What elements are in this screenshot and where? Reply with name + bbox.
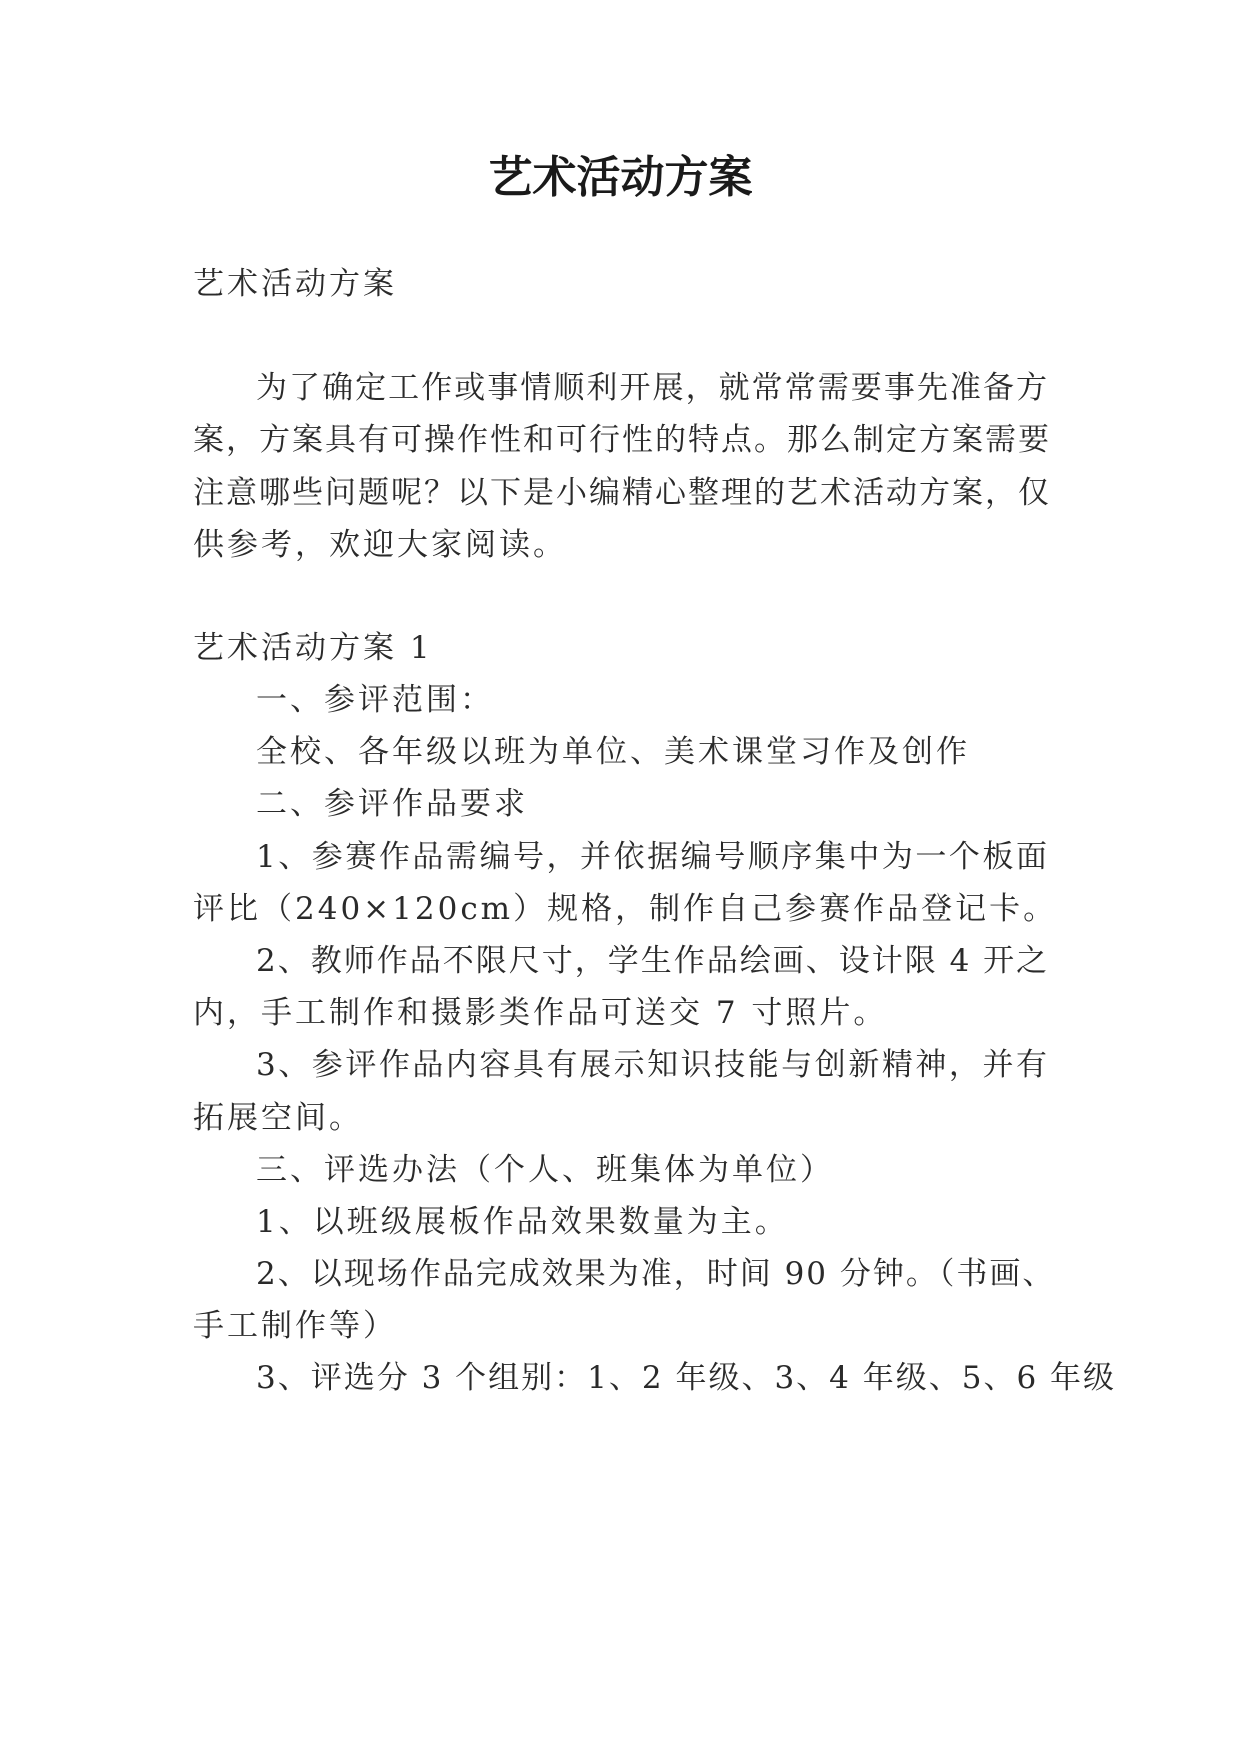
body-line: 一、参评范围：: [256, 682, 494, 718]
body-line: 2、教师作品不限尺寸，学生作品绘画、设计限 4 开之: [256, 943, 1050, 979]
intro-line: 案，方案具有可操作性和可行性的特点。那么制定方案需要: [193, 422, 1051, 458]
body-line: 评比（240×120cm）规格，制作自己参赛作品登记卡。: [193, 891, 1058, 927]
intro-line: 注意哪些问题呢？以下是小编精心整理的艺术活动方案，仅: [193, 475, 1051, 511]
body-line: 1、以班级展板作品效果数量为主。: [256, 1204, 789, 1240]
body-line: 1、参赛作品需编号，并依据编号顺序集中为一个板面: [256, 839, 1049, 875]
document-subtitle: 艺术活动方案: [193, 266, 397, 302]
body-line: 内，手工制作和摄影类作品可送交 7 寸照片。: [193, 995, 888, 1031]
body-line: 手工制作等）: [193, 1308, 397, 1344]
document-title: 艺术活动方案: [488, 152, 753, 203]
intro-line: 为了确定工作或事情顺利开展，就常常需要事先准备方: [256, 370, 1049, 406]
body-line: 2、以现场作品完成效果为准，时间 90 分钟。（书画、: [256, 1256, 1056, 1292]
intro-line: 供参考，欢迎大家阅读。: [193, 527, 567, 563]
body-line: 全校、各年级以班为单位、美术课堂习作及创作: [256, 734, 970, 770]
body-line: 3、评选分 3 个组别：1、2 年级、3、4 年级、5、6 年级: [256, 1360, 1117, 1396]
body-line: 三、评选办法（个人、班集体为单位）: [256, 1152, 834, 1188]
body-line: 3、参评作品内容具有展示知识技能与创新精神，并有: [256, 1047, 1049, 1083]
body-line: 拓展空间。: [193, 1100, 363, 1136]
body-line: 二、参评作品要求: [256, 786, 528, 822]
section-heading: 艺术活动方案 1: [193, 630, 433, 666]
